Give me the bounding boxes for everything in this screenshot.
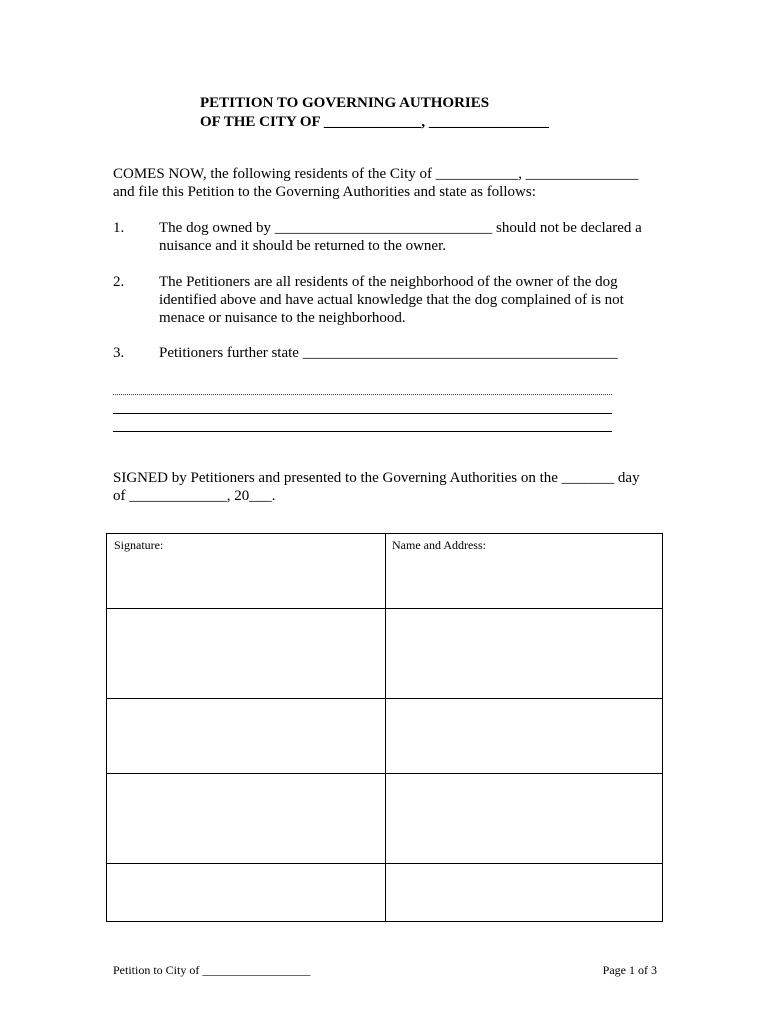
item-2-line-2: identified above and have actual knowledge that the dog complained of is not [159, 292, 624, 308]
column-divider [385, 534, 386, 921]
name-address-header: Name and Address: [392, 538, 486, 552]
item-2-line-3: menace or nuisance to the neighborhood. [159, 310, 406, 326]
item-3-number: 3. [113, 345, 125, 361]
item-1-number: 1. [113, 220, 125, 236]
blank-line-3[interactable] [113, 431, 612, 432]
item-1-line-2: nuisance and it should be returned to the owner. [159, 238, 447, 254]
signature-table [106, 533, 663, 922]
blank-line-2[interactable] [113, 413, 612, 414]
document-title-city-line: OF THE CITY OF _____________, ________________ [200, 114, 549, 130]
blank-line-1[interactable] [113, 394, 612, 395]
item-2-line-1: The Petitioners are all residents of the neighborhood of the owner of the dog [159, 274, 618, 290]
item-3-line-1: Petitioners further state __________________________________________ [159, 345, 618, 361]
footer-petition-city: Petition to City of __________________ [113, 963, 311, 977]
document-title: PETITION TO GOVERNING AUTHORIES [200, 95, 490, 111]
item-2-number: 2. [113, 274, 125, 290]
signed-line-1: SIGNED by Petitioners and presented to the Governing Authorities on the _______ day [113, 470, 640, 486]
signature-header: Signature: [114, 538, 164, 552]
intro-line-2: and file this Petition to the Governing Authorities and state as follows: [113, 184, 536, 200]
item-1-line-1: The dog owned by _____________________________ should not be declared a [159, 220, 642, 236]
footer-page-number: Page 1 of 3 [602, 963, 657, 977]
signed-line-2: of _____________, 20___. [113, 488, 276, 504]
intro-line-1: COMES NOW, the following residents of the City of ___________, _______________ [113, 166, 639, 182]
